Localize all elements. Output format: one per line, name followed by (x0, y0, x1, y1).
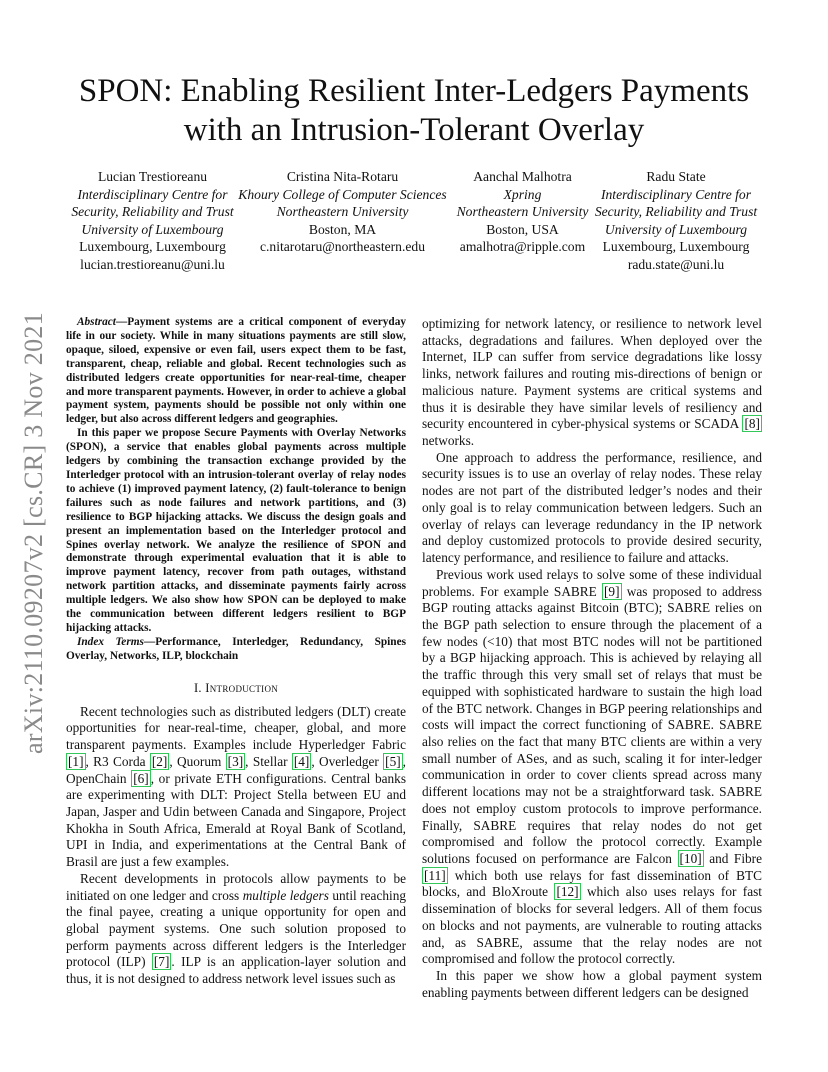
author-name: Aanchal Malhotra (473, 169, 572, 184)
author-affiliation: Khoury College of Computer Sciences (238, 186, 447, 202)
citation-link[interactable]: [9] (604, 583, 620, 599)
author-affiliation: Northeastern University (456, 204, 589, 219)
abstract-text-1: —Payment systems are a critical component of everyday life in our society. While in many situations payments are still slow, opaque, siloed, expensive or even fail, users expect them to be fast, transparent, cheap, reliable and global. Recent technologies such as distributed ledgers create opportunities for near-real-time, cheaper and more transparent payments. However, in order to achieve a global payment system, payments should be possible not only within one ledger, but also across different ledgers and geographies. (66, 316, 406, 426)
right-column (422, 316, 762, 1001)
intro-paragraph-2: Recent developments in protocols allow payments to be initiated on one ledger and cross multiple ledgers until reaching the final payee, creating a unique opportunity for open and global payment systems. One such solution proposed to perform payments across different ledgers is the Interledger protocol (ILP) [7] . ILP is an application-layer solution and thus, it is not designed to address network level issues such as (66, 870, 406, 987)
arxiv-stamp: arXiv:2110.09207v2 [cs.CR] 3 Nov 2021 (19, 312, 48, 754)
author-affiliation: Northeastern University (276, 204, 409, 219)
author-name: Cristina Nita-Rotaru (286, 169, 399, 184)
abstract-paragraph-1 (66, 316, 406, 427)
abstract-label: Abstract (77, 316, 116, 328)
citation-link[interactable]: [10] (679, 851, 702, 866)
body-paragraph: In this paper we show how a global payment system enabling payments between different ledgers can be designed (422, 968, 762, 1000)
body-paragraph: Previous work used relays to solve some of these individual problems. For example SABRE [9] was proposed to address BGP routing attacks against Bitcoin (BTC); SABRE relies on the BGP path selection to ensure through the placement of a few nodes (<10) that most BTC nodes will not be partitioned by a BGP hijacking approach. This is achieved by relaying all the traffic through this very small set of relays that must be equipped with sophisticated hardware to sustain the high load of the BTC network. Changes in BGP peering relationships and costs will impact the correct functioning of SABRE. SABRE also relies on the fact that many BTC clients are within a very small number of ASes, and as such, scaling it for inter-ledger communication in order to cover clients spread across many different locations may not be a straightforward task. SABRE does not employ custom protocols to improve performance. Finally, SABRE requires that relay nodes do not get compromised and follow the protocol correctly. Example solutions focused on performance are Falcon [10] and Fibre [11] which both use relays for fast dissemination of BTC blocks, and BloXroute [12] which also uses relays for fast dissemination of blocks for several ledgers. All of them focus on blocks and not payments, are vulnerable to routing attacks and, as SABRE, assume that the relay nodes are not compromised and follow the protocol correctly. (422, 566, 762, 967)
title-line-1: SPON: Enabling Resilient Inter-Ledgers Payments (78, 73, 750, 109)
author-affiliation: Interdisciplinary Centre for (77, 186, 228, 202)
author-affiliation: Interdisciplinary Centre for (600, 186, 751, 202)
index-terms-text: —Performance, Interledger, Redundancy, Spines Overlay, Networks, ILP, blockchain (66, 635, 406, 662)
index-terms (66, 636, 406, 664)
citation-link[interactable]: [11] (424, 867, 446, 883)
author-affiliation: Xpring (503, 186, 542, 202)
author-location: Luxembourg, Luxembourg (79, 239, 226, 254)
author-location: Boston, MA (308, 221, 377, 237)
section-number: I. (193, 680, 202, 695)
author-block-2 (235, 168, 450, 256)
author-name: Lucian Trestioreanu (97, 169, 208, 184)
author-email[interactable]: radu.state@uni.lu (627, 256, 725, 272)
author-affiliation: University of Luxembourg (604, 221, 748, 237)
author-email[interactable]: amalhotra@ripple.com (459, 239, 586, 254)
citation-link[interactable]: [6] (133, 770, 149, 786)
citation-link[interactable]: [8] (744, 416, 760, 432)
author-location: Luxembourg, Luxembourg (602, 239, 750, 254)
citation-link[interactable]: [12] (556, 884, 579, 900)
author-affiliation: Security, Reliability and Trust (71, 204, 234, 219)
author-block-3 (455, 168, 590, 256)
intro-paragraph-1: Recent technologies such as distributed ledgers (DLT) create opportunities for near-real-time, cheaper, global, and more transparent payments. Examples include Hyperledger Fabric [1] , R3 Corda [2] , Quorum [3] , Stellar [4] , Overledger [5] , OpenChain [6] , or private ETH configurations. Central banks are experimenting with DLT: Project Stella between EU and Japan, Jasper and Udin between Canada and Singapore, Project Khokha in South Africa, Emerald at Royal Bank of Scotland, UPI in India, and experimentations at the Central Bank of Brasil are just a few examples. (66, 703, 406, 870)
citation-link[interactable]: [5] (385, 753, 401, 769)
author-name: Radu State (646, 169, 706, 184)
author-email[interactable]: c.nitarotaru@northeastern.edu (259, 239, 425, 254)
citation-link[interactable]: [4] (293, 753, 310, 769)
citation-link[interactable]: [3] (227, 753, 244, 769)
title-line-2: with an Intrusion-Tolerant Overlay (183, 112, 645, 148)
author-location: Boston, USA (486, 221, 559, 237)
index-terms-label: Index Terms (77, 635, 144, 648)
body-paragraph: optimizing for network latency, or resilience to network level attacks, degradations and failures. When deployed over the Internet, ILP can suffer from service degradations like lossy links, network failures and routing mis-directions of benign or malicious nature. Payment systems are critical systems and thus it is desirable they have similar levels of resiliency and security encountered in cyber-physical systems or SCADA [8] networks. (422, 316, 762, 449)
author-affiliation: University of Luxembourg (81, 221, 224, 237)
section-title: Introduction (205, 680, 279, 695)
author-block-1 (70, 168, 235, 273)
abstract (66, 316, 406, 664)
citation-link[interactable]: [7] (153, 954, 170, 970)
abstract-paragraph-2: In this paper we propose Secure Payments with Overlay Networks (SPON), a service that enables global payments across multiple ledgers by combining the transaction exchange provided by the Interledger protocol with an intrusion-tolerant overlay of relay nodes to achieve (1) improved payment latency, (2) fault-tolerance to benign failures such as node failures and network partitions, and (3) resilience to BGP hijacking attacks. We discuss the design goals and present an implementation based on the Interledger protocol and Spines overlay network. We analyze the resilience of SPON and demonstrate through experimental evaluation that it is able to improve payment latency, recover from path outages, withstand network partition attacks, and disseminate payments fairly across multiple ledgers. We also show how SPON can be deployed to make the communication between different ledgers resilient to BGP hijacking attacks. (66, 427, 406, 634)
citation-link[interactable]: [1] (68, 753, 84, 769)
section-heading-introduction (66, 681, 406, 696)
author-affiliation: Security, Reliability and Trust (594, 204, 758, 219)
intro-body (66, 704, 406, 988)
author-email[interactable]: lucian.trestioreanu@uni.lu (80, 256, 225, 272)
body-paragraph: One approach to address the performance, resilience, and security issues is to use an overlay of relay nodes. These relay nodes are not part of the distributed ledger’s nodes and their only goal is to relay communication between ledgers. Such an overlay of relays can leverage redundancy in the IP network and deploy customized protocols to provide desired security, latency performance, and resilience to failure and attacks. (422, 449, 762, 566)
citation-link[interactable]: [2] (151, 753, 168, 769)
left-column (66, 316, 406, 988)
author-block-4 (592, 168, 760, 273)
paper-title (0, 72, 828, 150)
